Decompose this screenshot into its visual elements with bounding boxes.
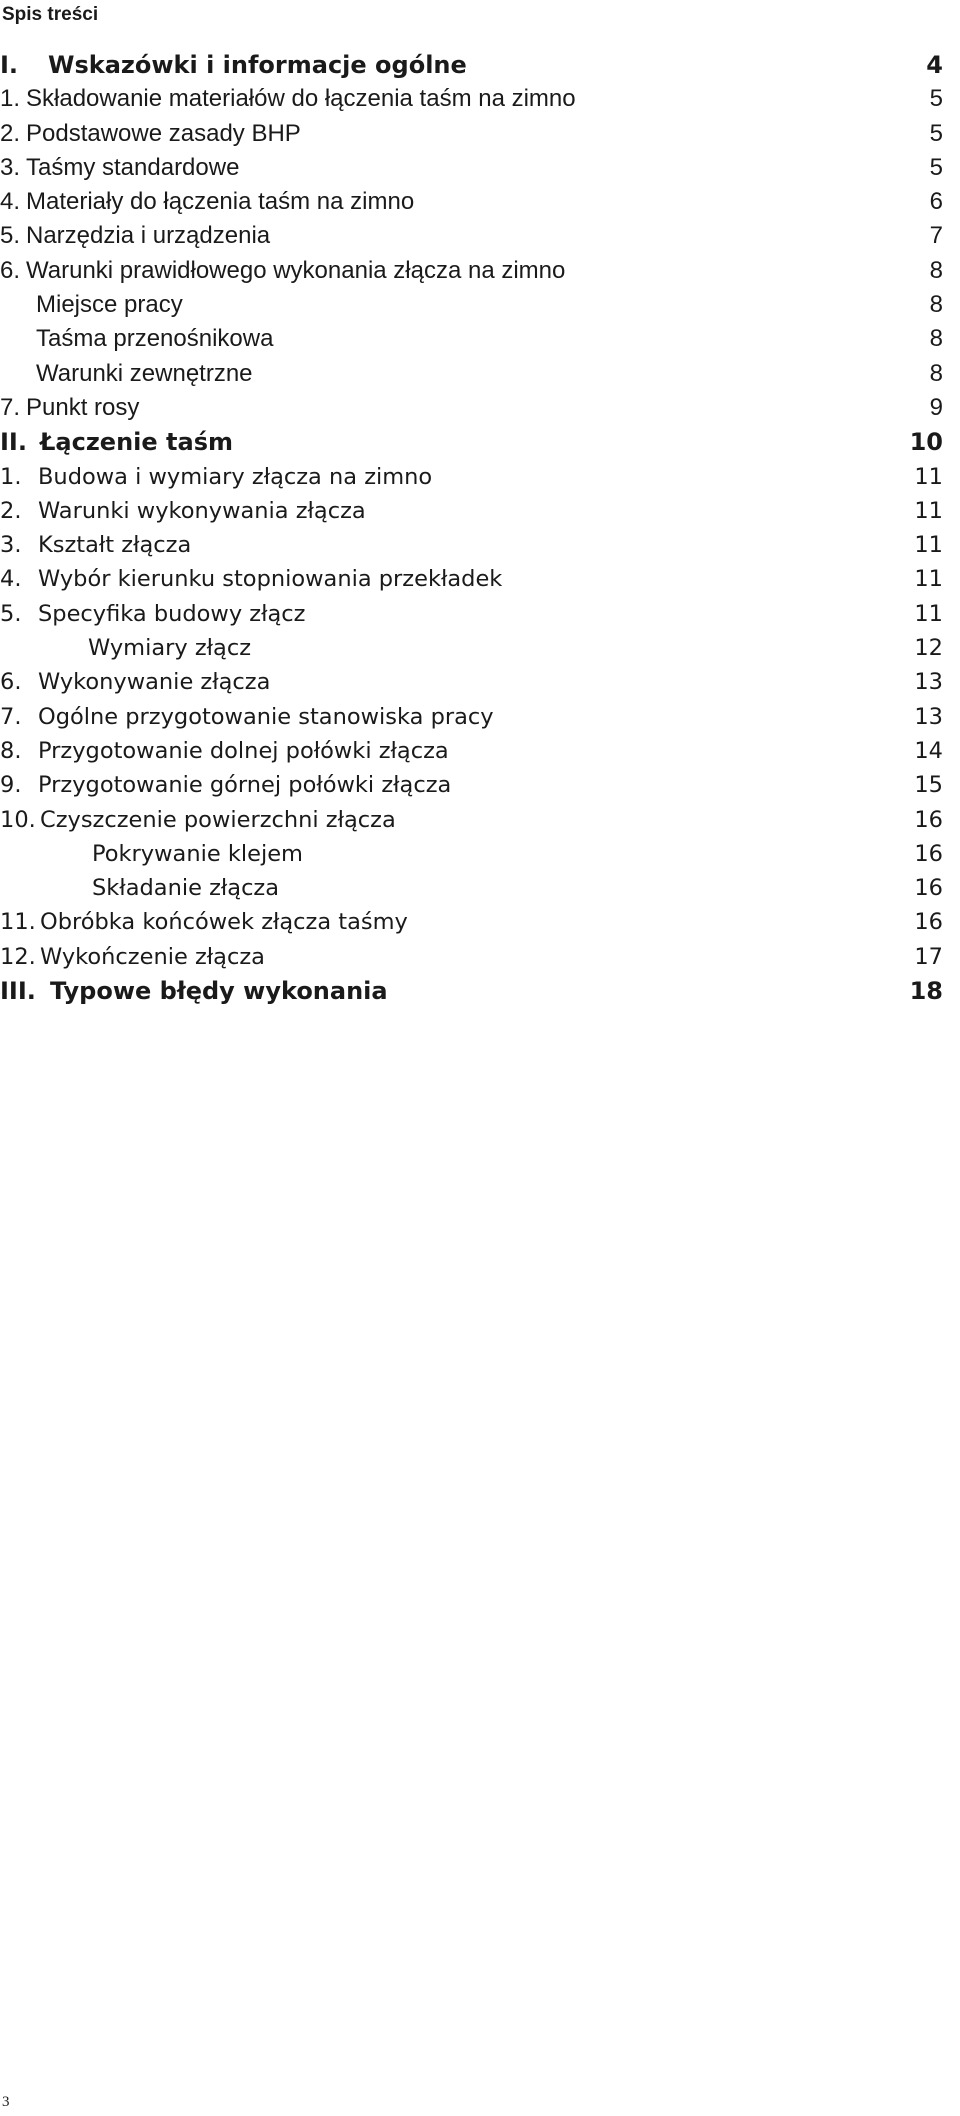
toc-entry-page: 5 [929,153,943,181]
toc-entry-title: Wymiary złącz [88,635,252,662]
toc-entry-title: Wykonywanie złącza [38,669,271,696]
toc-entry[interactable] [0,322,960,356]
toc-entry-title: Pokrywanie klejem [92,840,303,867]
toc-entry[interactable] [0,631,960,665]
toc-entry-page: 5 [929,119,943,147]
toc-entry[interactable] [0,734,960,768]
toc-entry-page: 14 [914,737,943,764]
toc-entry-page: 5 [929,85,943,113]
toc-entry-page: 6 [929,188,943,216]
toc-entry-number: III. [0,977,36,1006]
toc-entry-title: Wykończenie złącza [40,943,265,970]
toc-entry-title: Wskazówki i informacje ogólne [48,51,467,79]
toc-entry-page: 8 [929,325,943,353]
toc-entry-page: 4 [926,51,943,79]
toc-entry-number: 1. [0,85,21,113]
toc-entry-number: 7. [0,703,22,730]
toc-entry[interactable] [0,357,960,391]
toc-entry[interactable] [0,871,960,905]
toc-entry[interactable] [0,117,960,151]
toc-entry[interactable] [0,494,960,528]
toc-entry-page: 11 [914,463,943,490]
toc-entry[interactable] [0,219,960,253]
toc-entry-number: 6. [0,669,22,696]
toc-entry-title: Ogólne przygotowanie stanowiska pracy [38,703,494,730]
toc-entry[interactable] [0,803,960,837]
toc-entry-page: 11 [914,497,943,524]
toc-entry[interactable] [0,254,960,288]
toc-entry-number: 6. [0,256,21,284]
toc-entry-number: 5. [0,600,22,627]
toc-entry-page: 12 [914,635,943,662]
toc-entry-page: 15 [914,772,943,799]
toc-entry-number: II. [0,428,27,457]
toc-entry-title: Specyfika budowy złącz [38,600,306,627]
toc-entry-page: 13 [914,669,943,696]
toc-entry-page: 11 [914,566,943,593]
toc-entry-title: Narzędzia i urządzenia [26,222,271,250]
toc-entry-title: Miejsce pracy [36,291,183,319]
toc-entry-title: Taśmy standardowe [26,153,240,181]
toc-entry-page: 16 [914,875,943,902]
toc-entry-title: Taśma przenośnikowa [36,325,274,353]
toc-entry-title: Składowanie materiałów do łączenia taśm na zimno [26,85,576,113]
toc-entry[interactable] [0,665,960,699]
toc-entry-title: Budowa i wymiary złącza na zimno [38,463,433,490]
toc-entry-number: 8. [0,737,22,764]
toc-entry-title: Typowe błędy wykonania [50,977,388,1006]
toc-entry[interactable] [0,528,960,562]
toc-entry-title: Warunki wykonywania złącza [38,497,366,524]
toc-entry-page: 16 [914,806,943,833]
toc-entry-page: 7 [929,222,943,250]
toc-entry-page: 8 [929,291,943,319]
toc-entry[interactable] [0,700,960,734]
toc-entry-page: 16 [914,840,943,867]
toc-entry-number: 12. [0,943,36,970]
toc-entry-page: 8 [929,256,943,284]
toc-entry-number: 2. [0,119,21,147]
toc-entry-number: 5. [0,222,21,250]
toc-entry-title: Podstawowe zasady BHP [26,119,301,147]
toc-entry-number: 9. [0,772,22,799]
toc-entry[interactable] [0,974,960,1008]
toc-entry-page: 8 [929,359,943,387]
toc-entry[interactable] [0,905,960,939]
toc-entry-title: Przygotowanie górnej połówki złącza [38,772,452,799]
toc-entry-page: 11 [914,532,943,559]
toc-entry-number: 2. [0,497,22,524]
toc-entry-page: 18 [909,977,943,1006]
toc-entry-number: 4. [0,566,22,593]
toc-entry-title: Warunki prawidłowego wykonania złącza na zimno [26,256,566,284]
toc-entry-number: 11. [0,909,36,936]
toc-entry-page: 10 [909,428,943,457]
toc-entry-page: 16 [914,909,943,936]
toc-entry-number: 4. [0,188,21,216]
toc-entry-number: 7. [0,393,21,421]
toc-entry-page: 13 [914,703,943,730]
toc-entry-number: I. [0,51,19,79]
toc-entry-title: Przygotowanie dolnej połówki złącza [38,737,449,764]
toc-entry[interactable] [0,151,960,185]
toc-entry-title: Warunki zewnętrzne [36,359,253,387]
toc-entry-title: Czyszczenie powierzchni złącza [40,806,396,833]
toc-entry[interactable] [0,940,960,974]
toc-entry[interactable] [0,425,960,459]
page-title: Spis treści [2,4,99,25]
toc-entry-title: Łączenie taśm [40,428,233,457]
toc-entry-title: Punkt rosy [26,393,140,421]
toc-entry-title: Obróbka końcówek złącza taśmy [40,909,408,936]
toc-entry[interactable] [0,562,960,596]
toc-entry-number: 3. [0,532,22,559]
toc-entry[interactable] [0,460,960,494]
toc-entry[interactable] [0,185,960,219]
toc-entry[interactable] [0,837,960,871]
toc-entry-number: 10. [0,806,36,833]
toc-entry-title: Kształt złącza [38,532,192,559]
toc-entry-number: 1. [0,463,22,490]
toc-entry[interactable] [0,48,960,82]
page-number: 3 [2,2094,10,2110]
toc-entry-page: 9 [929,393,943,421]
toc-entry-title: Materiały do łączenia taśm na zimno [26,188,415,216]
toc-entry-title: Wybór kierunku stopniowania przekładek [38,566,503,593]
toc-entry-title: Składanie złącza [92,875,280,902]
toc-entry-page: 17 [914,943,943,970]
toc-entry[interactable] [0,768,960,802]
table-of-contents [0,48,960,1008]
toc-entry-page: 11 [914,600,943,627]
toc-entry-number: 3. [0,153,21,181]
toc-entry[interactable] [0,288,960,322]
toc-entry[interactable] [0,82,960,116]
toc-entry[interactable] [0,597,960,631]
toc-entry[interactable] [0,391,960,425]
